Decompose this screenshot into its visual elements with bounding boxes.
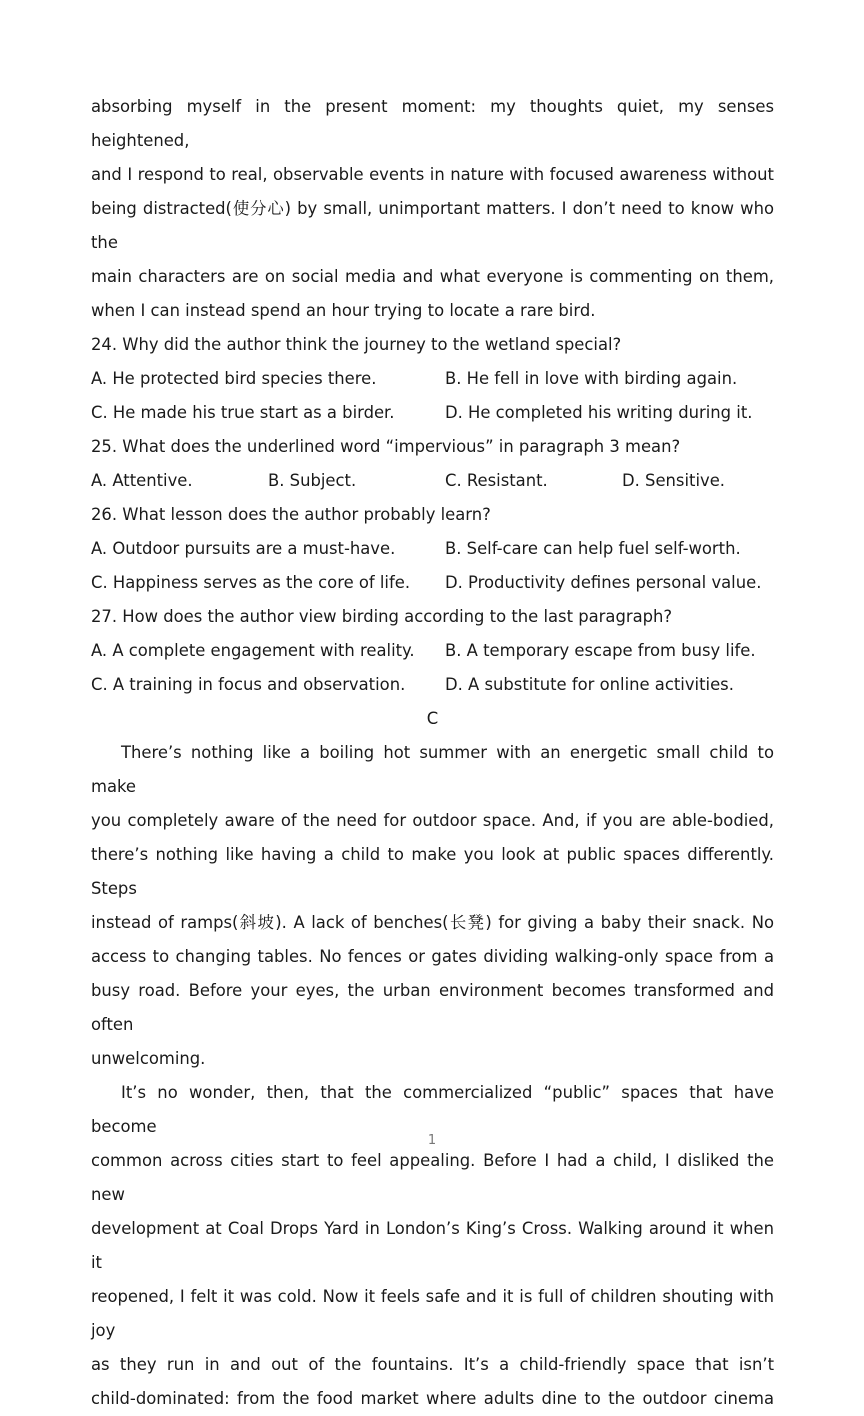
text-line: child-dominated: from the food market where adults dine to the outdoor cinema xyxy=(91,1389,774,1408)
option-a: A. Outdoor pursuits are a must-have. xyxy=(91,539,396,558)
question-26-options xyxy=(91,532,774,566)
option-d: D. Sensitive. xyxy=(622,471,725,490)
question-27-stem: 27. How does the author view birding according to the last paragraph? xyxy=(91,607,673,626)
question-24-options xyxy=(91,362,774,396)
text-line: busy road. Before your eyes, the urban environment becomes transformed and often xyxy=(91,981,774,1034)
text-line: there’s nothing like having a child to make you look at public spaces differently. Steps xyxy=(91,845,774,898)
text-line: development at Coal Drops Yard in London’s King’s Cross. Walking around it when it xyxy=(91,1219,774,1272)
text-line: access to changing tables. No fences or gates dividing walking-only space from a xyxy=(91,947,774,966)
text-line: as they run in and out of the fountains. It’s a child-friendly space that isn’t xyxy=(91,1355,774,1374)
option-c: C. A training in focus and observation. xyxy=(91,675,406,694)
option-d: D. He completed his writing during it. xyxy=(445,403,753,422)
option-b: B. A temporary escape from busy life. xyxy=(445,641,756,660)
question-27-options xyxy=(91,634,774,668)
option-b: B. Self-care can help fuel self-worth. xyxy=(445,539,741,558)
question-26-options xyxy=(91,566,774,600)
text-line: main characters are on social media and what everyone is commenting on them, xyxy=(91,267,774,286)
text-line: absorbing myself in the present moment: my thoughts quiet, my senses heightened, xyxy=(91,97,774,150)
question-25-options xyxy=(91,464,774,498)
page-number: 1 xyxy=(427,1133,437,1148)
text-line: and I respond to real, observable events in nature with focused awareness without xyxy=(91,165,774,184)
question-25-stem: 25. What does the underlined word “impervious” in paragraph 3 mean? xyxy=(91,437,681,456)
option-d: D. A substitute for online activities. xyxy=(445,675,734,694)
option-c: C. Happiness serves as the core of life. xyxy=(91,573,411,592)
question-26-stem: 26. What lesson does the author probably learn? xyxy=(91,505,491,524)
text-line: It’s no wonder, then, that the commercialized “public” spaces that have become xyxy=(91,1083,774,1136)
document-page xyxy=(91,90,774,1416)
text-line: There’s nothing like a boiling hot summer with an energetic small child to make xyxy=(91,743,774,796)
option-b: B. He fell in love with birding again. xyxy=(445,369,738,388)
text-line: reopened, I felt it was cold. Now it feels safe and it is full of children shouting with joy xyxy=(91,1287,774,1340)
option-a: A. Attentive. xyxy=(91,471,193,490)
option-a: A. A complete engagement with reality. xyxy=(91,641,415,660)
text-line: when I can instead spend an hour trying to locate a rare bird. xyxy=(91,301,596,320)
option-b: B. Subject. xyxy=(268,471,357,490)
option-c: C. He made his true start as a birder. xyxy=(91,403,395,422)
question-27-options xyxy=(91,668,774,702)
section-heading: C xyxy=(426,709,439,728)
question-24-stem: 24. Why did the author think the journey to the wetland special? xyxy=(91,335,622,354)
question-24-options xyxy=(91,396,774,430)
text-line: you completely aware of the need for outdoor space. And, if you are able-bodied, xyxy=(91,811,774,830)
text-line: unwelcoming. xyxy=(91,1049,206,1068)
text-line: being distracted(使分心) by small, unimportant matters. I don’t need to know who the xyxy=(91,199,774,252)
option-d: D. Productivity defines personal value. xyxy=(445,573,762,592)
text-line: instead of ramps(斜坡). A lack of benches(长凳) for giving a baby their snack. No xyxy=(91,913,774,932)
option-a: A. He protected bird species there. xyxy=(91,369,377,388)
option-c: C. Resistant. xyxy=(445,471,548,490)
text-line: common across cities start to feel appealing. Before I had a child, I disliked the new xyxy=(91,1151,774,1204)
